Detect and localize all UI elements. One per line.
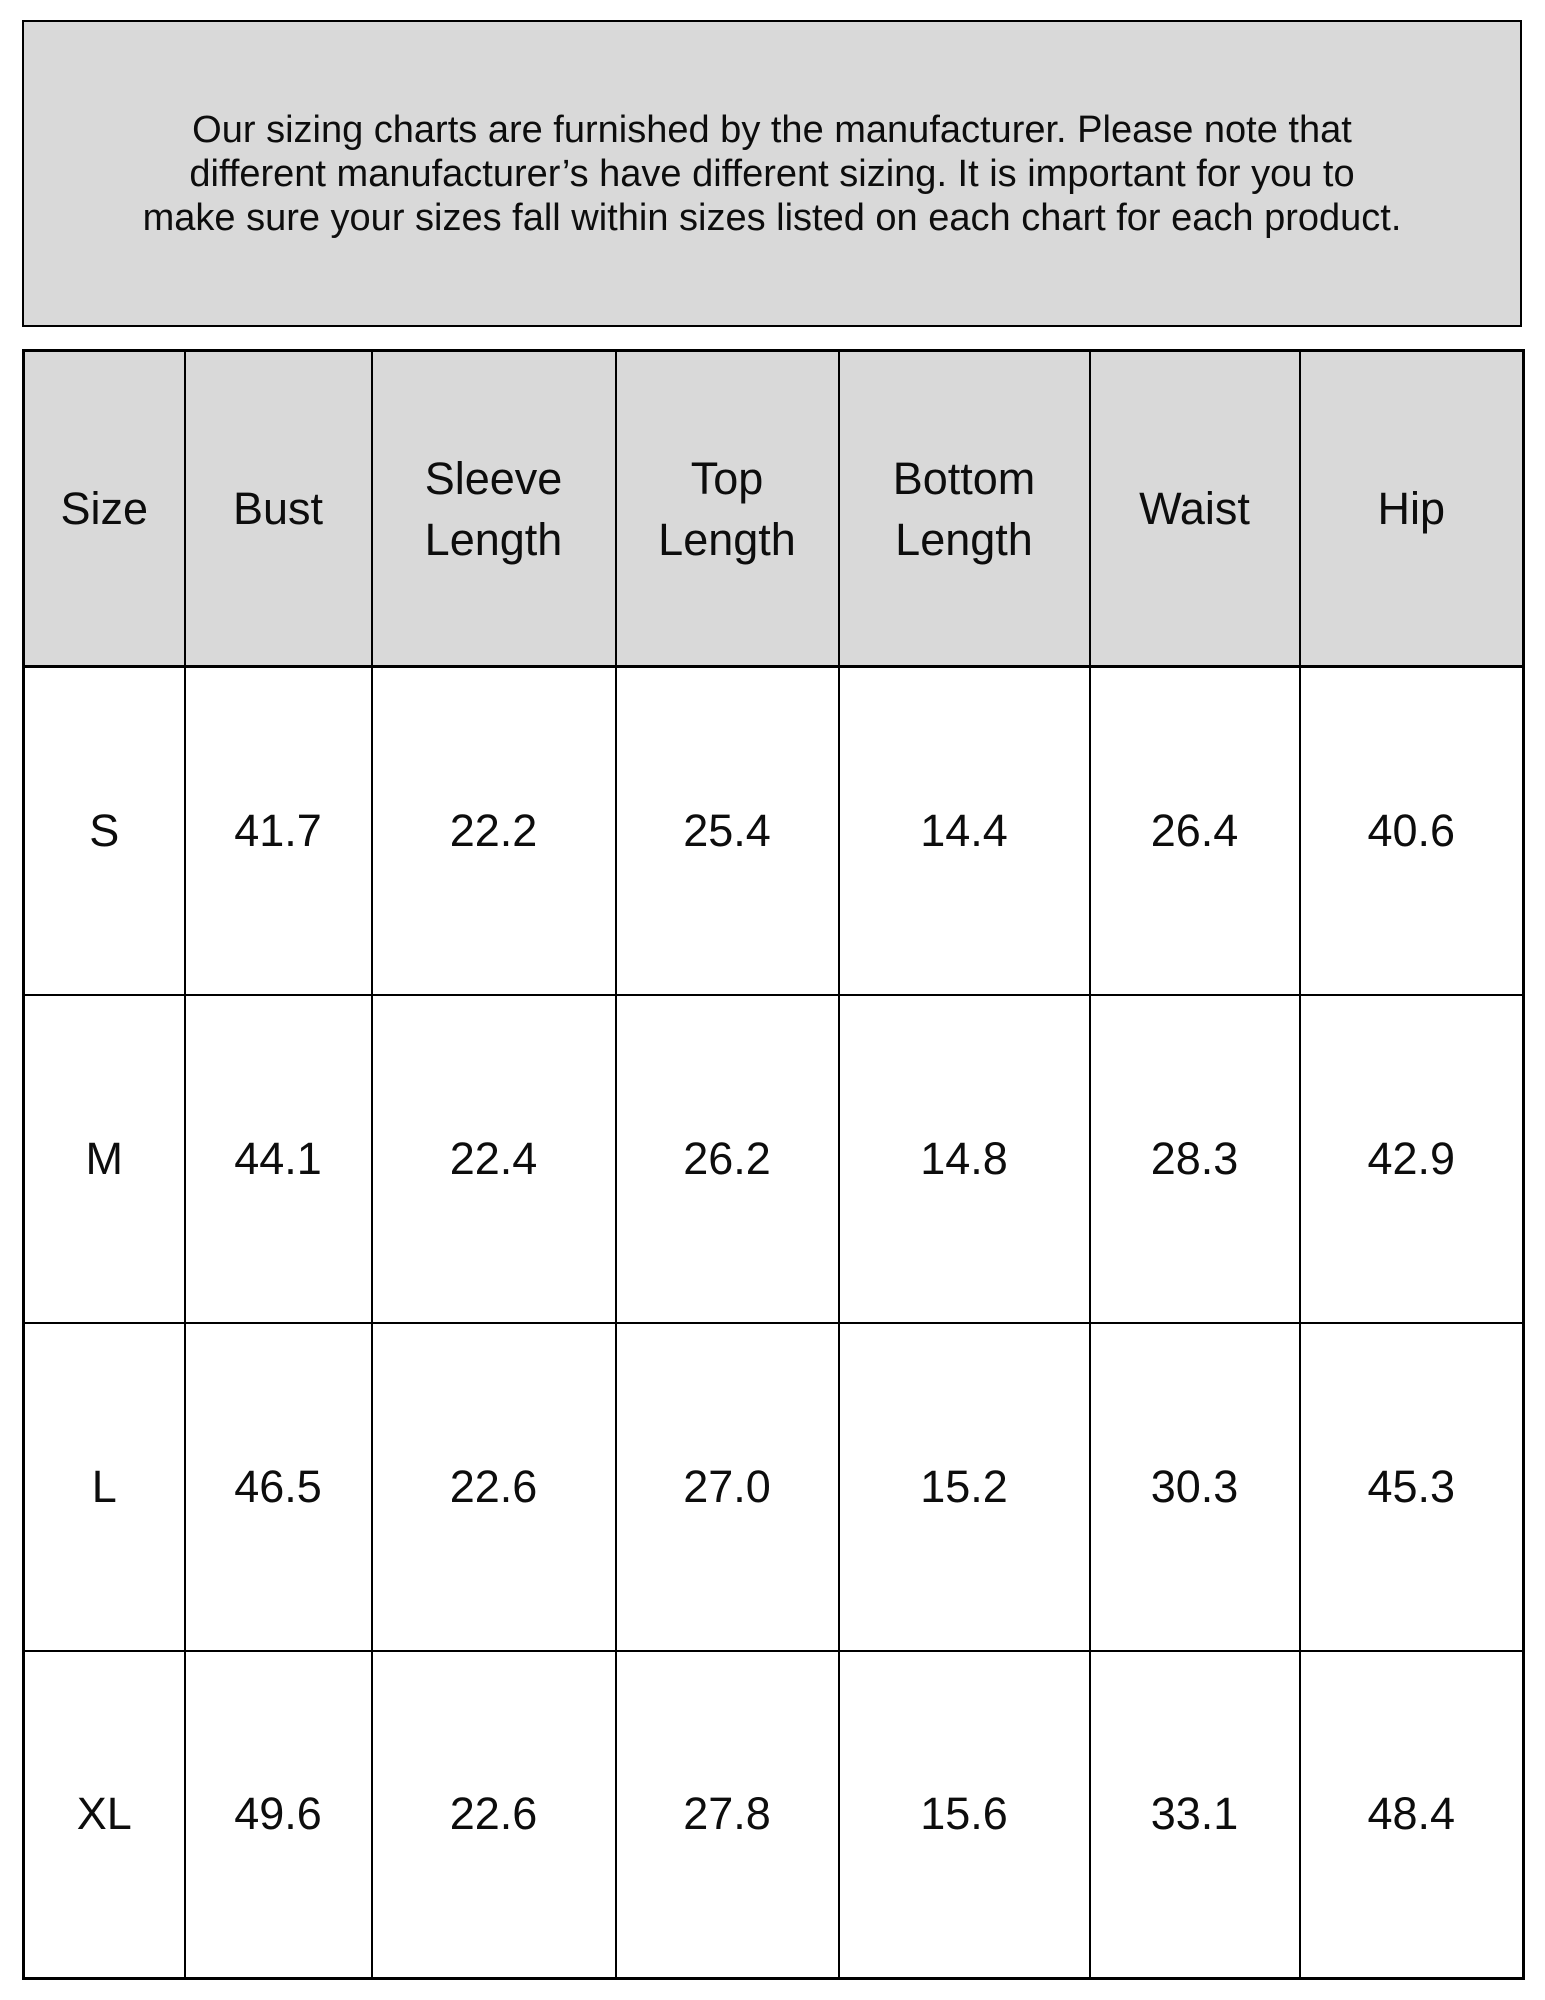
disclaimer-line-2: different manufacturer’s have different sizing. It is important for you to <box>189 152 1355 195</box>
hip-value-cell: 48.4 <box>1300 1651 1524 1979</box>
sleeve-length-value-cell: 22.6 <box>372 1651 616 1979</box>
disclaimer-line-1: Our sizing charts are furnished by the manufacturer. Please note that <box>192 108 1352 151</box>
waist-value-cell: 30.3 <box>1090 1323 1300 1651</box>
table-row-s <box>24 667 1524 995</box>
column-header-waist: Waist <box>1090 351 1300 667</box>
sleeve-length-value-cell: 22.4 <box>372 995 616 1323</box>
hip-value-cell: 42.9 <box>1300 995 1524 1323</box>
bottom-length-value-cell: 14.8 <box>839 995 1090 1323</box>
size-label-cell: S <box>24 667 185 995</box>
top-length-value-cell: 25.4 <box>616 667 839 995</box>
hip-value-cell: 45.3 <box>1300 1323 1524 1651</box>
top-length-value-cell: 27.0 <box>616 1323 839 1651</box>
bust-value-cell: 41.7 <box>185 667 372 995</box>
bottom-length-value-cell: 15.2 <box>839 1323 1090 1651</box>
column-header-bottom-length: Bottom Length <box>839 351 1090 667</box>
table-row-xl <box>24 1651 1524 1979</box>
bottom-length-value-cell: 15.6 <box>839 1651 1090 1979</box>
column-header-top-length: Top Length <box>616 351 839 667</box>
column-header-sleeve-length: Sleeve Length <box>372 351 616 667</box>
waist-value-cell: 33.1 <box>1090 1651 1300 1979</box>
size-label-cell: M <box>24 995 185 1323</box>
column-header-hip: Hip <box>1300 351 1524 667</box>
waist-value-cell: 26.4 <box>1090 667 1300 995</box>
waist-value-cell: 28.3 <box>1090 995 1300 1323</box>
size-label-cell: XL <box>24 1651 185 1979</box>
table-row-m <box>24 995 1524 1323</box>
hip-value-cell: 40.6 <box>1300 667 1524 995</box>
disclaimer-line-3: make sure your sizes fall within sizes listed on each chart for each product. <box>142 196 1402 239</box>
top-length-value-cell: 26.2 <box>616 995 839 1323</box>
header-row <box>24 351 1524 667</box>
bottom-length-value-cell: 14.4 <box>839 667 1090 995</box>
column-header-size: Size <box>24 351 185 667</box>
size-label-cell: L <box>24 1323 185 1651</box>
sleeve-length-value-cell: 22.2 <box>372 667 616 995</box>
bust-value-cell: 44.1 <box>185 995 372 1323</box>
size-chart-table <box>22 349 1525 1980</box>
column-header-bust: Bust <box>185 351 372 667</box>
bust-value-cell: 46.5 <box>185 1323 372 1651</box>
disclaimer-box <box>22 20 1522 327</box>
sleeve-length-value-cell: 22.6 <box>372 1323 616 1651</box>
bust-value-cell: 49.6 <box>185 1651 372 1979</box>
top-length-value-cell: 27.8 <box>616 1651 839 1979</box>
table-row-l <box>24 1323 1524 1651</box>
